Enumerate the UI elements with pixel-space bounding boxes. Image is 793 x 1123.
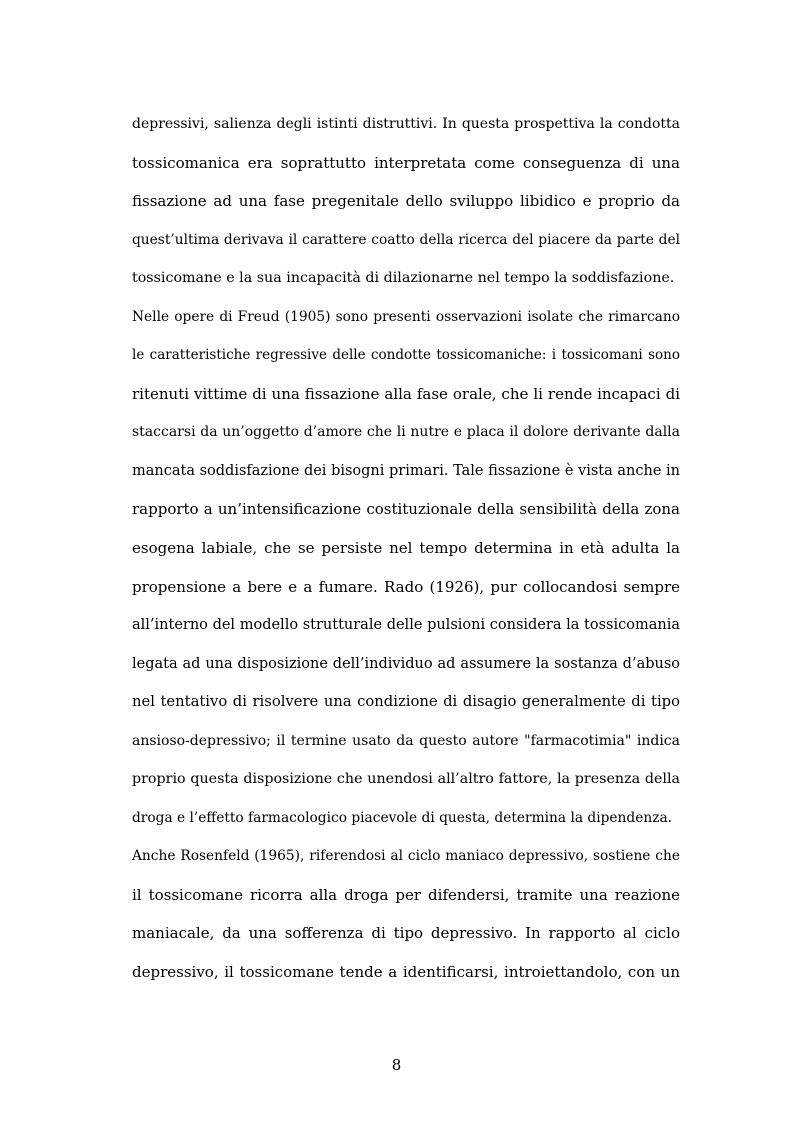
text-line: il tossicomane ricorra alla droga per difendersi, tramite una reazione bbox=[132, 885, 680, 904]
text-line: esogena labiale, che se persiste nel tempo determina in età adulta la bbox=[132, 539, 680, 558]
text-line: Anche Rosenfeld (1965), riferendosi al ciclo maniaco depressivo, sostiene che bbox=[132, 848, 680, 865]
text-line: maniacale, da una sofferenza di tipo depressivo. In rapporto al ciclo bbox=[132, 924, 680, 943]
text-line: droga e l’effetto farmacologico piacevole di questa, determina la dipendenza. bbox=[132, 809, 673, 826]
text-line: mancata soddisfazione dei bisogni primari. Tale fissazione è vista anche in bbox=[132, 462, 680, 479]
text-line: ansioso-depressivo; il termine usato da questo autore "farmacotimia" indica bbox=[132, 732, 680, 749]
text-line: rapporto a un’intensificazione costituzionale della sensibilità della zona bbox=[132, 500, 680, 519]
text-line: depressivo, il tossicomane tende a identificarsi, introiettandolo, con un bbox=[132, 963, 680, 982]
text-line: Nelle opere di Freud (1905) sono presenti osservazioni isolate che rimarcano bbox=[132, 308, 680, 325]
text-line: ritenuti vittime di una fissazione alla fase orale, che li rende incapaci di bbox=[132, 384, 680, 403]
body-text bbox=[132, 105, 680, 992]
text-line: le caratteristiche regressive delle condotte tossicomaniche: i tossicomani sono bbox=[132, 347, 680, 364]
text-line: legata ad una disposizione dell’individuo ad assumere la sostanza d’abuso bbox=[132, 655, 680, 672]
text-line: depressivi, salienza degli istinti distruttivi. In questa prospettiva la condotta bbox=[132, 116, 680, 132]
text-line: nel tentativo di risolvere una condizione di disagio generalmente di tipo bbox=[132, 693, 680, 711]
text-line: propensione a bere e a fumare. Rado (1926), pur collocandosi sempre bbox=[132, 577, 680, 596]
text-line: fissazione ad una fase pregenitale dello sviluppo libidico e proprio da bbox=[132, 192, 680, 211]
page-number: 8 bbox=[391, 1056, 402, 1074]
text-line: proprio questa disposizione che unendosi all’altro fattore, la presenza della bbox=[132, 771, 680, 788]
text-line: tossicomanica era soprattutto interpretata come conseguenza di una bbox=[132, 153, 680, 172]
text-line: all’interno del modello strutturale delle pulsioni considera la tossicomania bbox=[132, 617, 680, 634]
text-line: staccarsi da un’oggetto d’amore che li nutre e placa il dolore derivante dalla bbox=[132, 424, 680, 441]
text-line: tossicomane e la sua incapacità di dilazionarne nel tempo la soddisfazione. bbox=[132, 270, 675, 287]
text-line: quest’ultima derivava il carattere coatto della ricerca del piacere da parte del bbox=[132, 231, 680, 248]
